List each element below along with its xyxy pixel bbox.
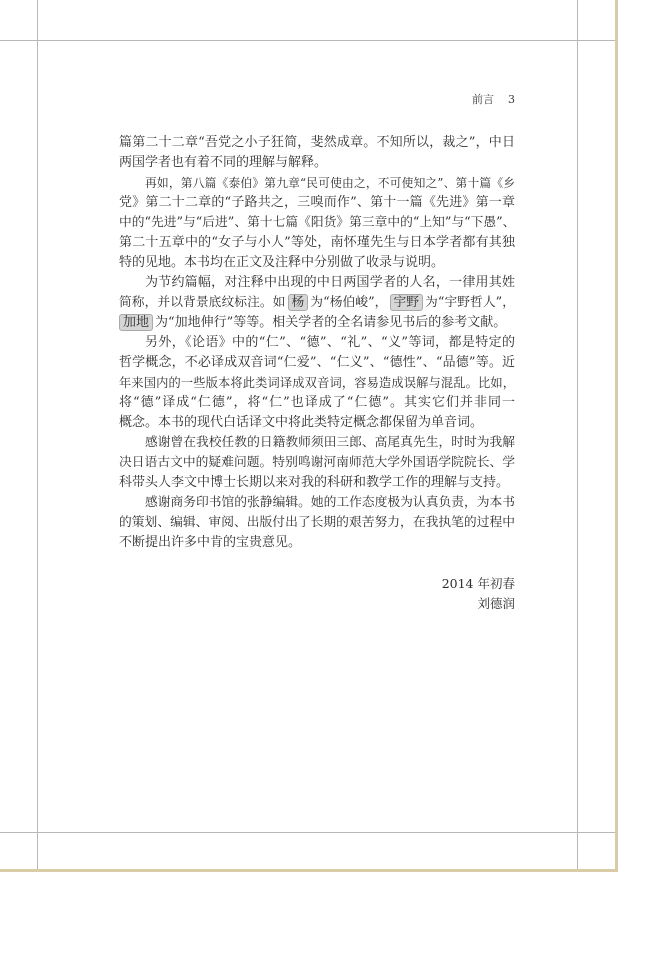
text-segment: 为“加地伸行”等等。相关学者的全名请参见书后的参考文献。 [155,315,507,330]
text-line: 第二十五章中的“女子与小人”等处，南怀瑾先生与日本学者都有其独 [119,235,515,250]
text-line: 概念。本书的现代白话译文中将此类特定概念都保留为单音词。 [119,415,484,430]
crop-line-left [37,0,38,869]
text-line: 篇第二十二章“吾党之小子狂简，斐然成章。不知所以，裁之”，中日 [119,135,515,150]
signature-date: 2014 年初春 [441,576,515,591]
text-line: 科带头人李文中博士长期以来对我的科研和教学工作的理解与支持。 [119,475,510,490]
text-segment: 为“杨伯峻”， [310,295,388,310]
text-line [119,313,515,333]
crop-line-bottom [0,832,615,833]
text-line: 将“德”译成“仁德”，将“仁”也译成了“仁德”。其实它们并非同一 [119,395,515,410]
text-segment: 简称，并以背景底纹标注。如 [119,295,286,310]
text-line: 年来国内的一些版本将此类词译成双音词，容易造成误解与混乱。比如， [119,376,515,390]
text-line: 哲学概念，不必译成双音词“仁爱”、“仁义”、“德性”、“品德”等。近 [119,355,515,370]
text-line: 再如，第八篇《泰伯》第九章“民可使由之，不可使知之”、第十篇《乡 [145,176,515,190]
crop-line-right [577,0,578,869]
signature-author: 刘德润 [477,596,515,611]
text-line: 特的见地。本书均在正文及注释中分别做了收录与说明。 [119,255,445,270]
scholar-name-mark: 加地 [119,314,153,331]
text-segment: 为“宇野哲人”， [425,295,515,310]
running-header [472,92,515,108]
scholar-name-mark: 杨 [288,294,309,311]
text-line: 不断提出许多中肯的宝贵意见。 [119,535,302,550]
signature-block [442,574,515,614]
section-title: 前言 [472,93,494,106]
preface-body [119,133,515,553]
text-line: 决日语古文中的疑难问题。特别鸣谢河南师范大学外国语学院院长、学 [119,455,515,470]
crop-line-top [0,40,615,41]
text-line: 中的“先进”与“后进”、第十七篇《阳货》第三章中的“上知”与“下愚”、 [119,215,515,230]
text-line: 感谢商务印书馆的张静编辑。她的工作态度极为认真负责，为本书 [145,495,515,510]
text-line [119,293,515,313]
text-line: 为节约篇幅，对注释中出现的中日两国学者的人名，一律用其姓 [145,275,515,290]
text-line: 的策划、编辑、审阅、出版付出了长期的艰苦努力，在我执笔的过程中 [119,515,515,530]
text-line: 感谢曾在我校任教的日籍教师须田三郎、高尾真先生，时时为我解 [145,435,515,450]
text-line: 两国学者也有着不同的理解与解释。 [119,155,328,170]
scholar-name-mark: 宇野 [390,294,424,311]
text-line: 另外，《论语》中的“仁”、“德”、“礼”、“义”等词，都是特定的 [145,335,515,350]
text-line: 党》第二十二章的“子路共之，三嗅而作”、第十一篇《先进》第一章 [119,195,515,210]
page-number: 3 [508,93,515,106]
